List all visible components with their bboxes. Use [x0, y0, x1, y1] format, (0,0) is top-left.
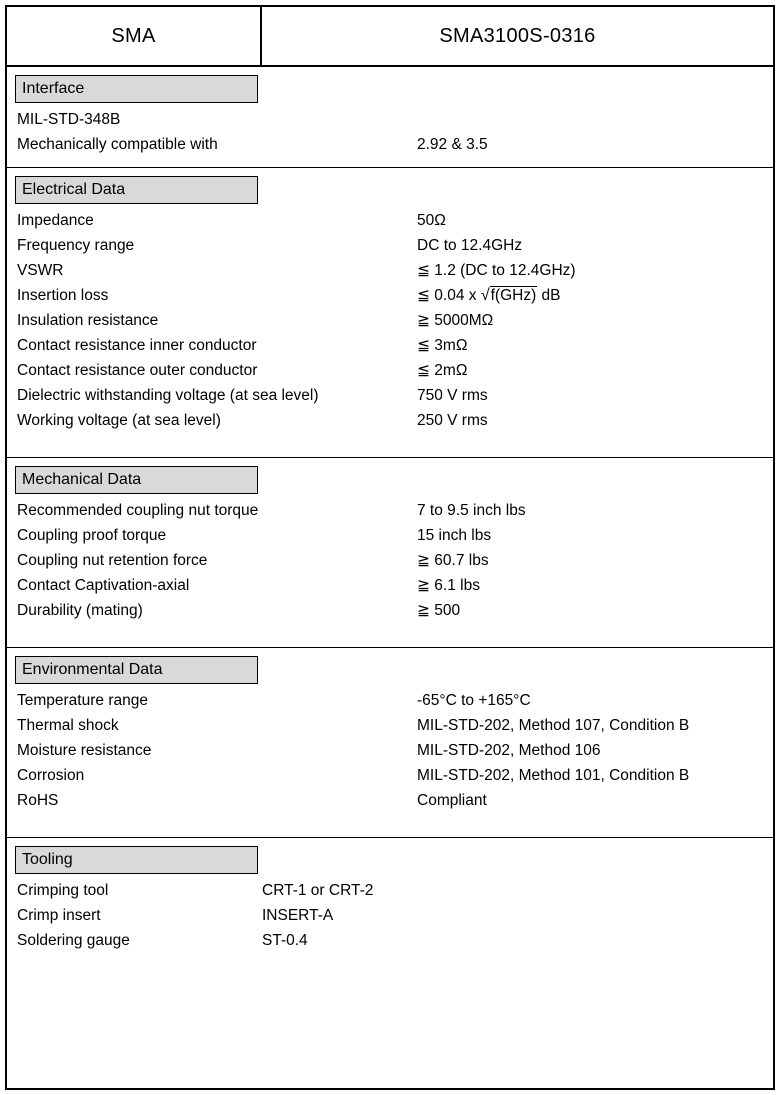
- row-value: MIL-STD-202, Method 106: [417, 742, 601, 759]
- section-spacer: [7, 433, 773, 447]
- row-value: DC to 12.4GHz: [417, 237, 523, 254]
- table-row: [7, 788, 773, 813]
- section-title-interface: Interface: [15, 75, 258, 103]
- row-label: Frequency range: [17, 237, 135, 254]
- table-row: [7, 713, 773, 738]
- row-label: Coupling proof torque: [17, 527, 167, 544]
- row-value: ≦ 3mΩ: [417, 337, 468, 354]
- table-row: [7, 573, 773, 598]
- table-row: [7, 233, 773, 258]
- table-row: [7, 903, 773, 928]
- table-row: [7, 132, 773, 157]
- row-label: Coupling nut retention force: [17, 552, 208, 569]
- header-part-cell: [262, 7, 773, 65]
- row-value: ≧ 60.7 lbs: [417, 552, 489, 569]
- table-row: [7, 408, 773, 433]
- row-value: ≦ 1.2 (DC to 12.4GHz): [417, 262, 576, 279]
- row-label: Thermal shock: [17, 717, 119, 734]
- row-value: ≧ 500: [417, 602, 461, 619]
- table-row: [7, 208, 773, 233]
- table-row: [7, 333, 773, 358]
- table-row: [7, 358, 773, 383]
- table-row: [7, 498, 773, 523]
- sqrt-expression: [481, 286, 537, 305]
- row-label: Contact resistance outer conductor: [17, 362, 258, 379]
- section-title-tooling: Tooling: [15, 846, 258, 874]
- row-value: 750 V rms: [417, 387, 488, 404]
- table-row: [7, 308, 773, 333]
- table-row: [7, 598, 773, 623]
- table-row: [7, 928, 773, 953]
- row-label: Contact resistance inner conductor: [17, 337, 257, 354]
- row-value: 50Ω: [417, 212, 446, 229]
- row-value: ST-0.4: [262, 932, 308, 949]
- section-environmental-data: [7, 648, 773, 838]
- row-value: ≧ 5000MΩ: [417, 312, 494, 329]
- section-mechanical-data: [7, 458, 773, 648]
- row-label: VSWR: [17, 262, 64, 279]
- section-electrical-data: [7, 168, 773, 458]
- section-spacer: [7, 623, 773, 637]
- row-label: Moisture resistance: [17, 742, 152, 759]
- row-label: Working voltage (at sea level): [17, 412, 221, 429]
- table-row: [7, 107, 773, 132]
- table-row: [7, 548, 773, 573]
- section-title-mechanical-data: Mechanical Data: [15, 466, 258, 494]
- row-value: MIL-STD-202, Method 101, Condition B: [417, 767, 690, 784]
- table-row-insertion-loss: [7, 283, 773, 308]
- row-value: 15 inch lbs: [417, 527, 492, 544]
- row-label: RoHS: [17, 792, 59, 809]
- row-value: INSERT-A: [262, 907, 334, 924]
- row-value: 7 to 9.5 inch lbs: [417, 502, 526, 519]
- header-series-cell: [7, 7, 262, 65]
- row-value: Compliant: [417, 792, 487, 809]
- row-value: ≦ 2mΩ: [417, 362, 468, 379]
- insertion-loss-prefix: ≦ 0.04 x: [417, 287, 481, 304]
- row-label: Recommended coupling nut torque: [17, 502, 259, 519]
- row-label: MIL-STD-348B: [17, 111, 121, 128]
- row-label: Temperature range: [17, 692, 148, 709]
- table-row: [7, 523, 773, 548]
- row-value: [417, 286, 773, 305]
- table-row: [7, 383, 773, 408]
- part-number: SMA3100S-0316: [439, 24, 596, 47]
- row-label: Corrosion: [17, 767, 85, 784]
- row-value: -65°C to +165°C: [417, 692, 531, 709]
- row-value: CRT-1 or CRT-2: [262, 882, 374, 899]
- section-title-electrical-data: Electrical Data: [15, 176, 258, 204]
- section-spacer: [7, 813, 773, 827]
- row-value: 2.92 & 3.5: [417, 136, 488, 153]
- datasheet-header: [7, 7, 773, 67]
- row-label: Crimp insert: [17, 907, 101, 924]
- row-value: 250 V rms: [417, 412, 488, 429]
- radicand: f(GHz): [490, 287, 537, 304]
- series-name: SMA: [111, 24, 156, 47]
- datasheet-table: [5, 5, 775, 1090]
- row-label: Insulation resistance: [17, 312, 159, 329]
- row-label: Soldering gauge: [17, 932, 130, 949]
- row-label: Contact Captivation-axial: [17, 577, 190, 594]
- section-tooling: [7, 838, 773, 963]
- row-label: Crimping tool: [17, 882, 109, 899]
- table-row: [7, 738, 773, 763]
- radical-sign: √: [480, 287, 490, 304]
- row-value: MIL-STD-202, Method 107, Condition B: [417, 717, 690, 734]
- section-interface: [7, 67, 773, 168]
- row-label: Impedance: [17, 212, 94, 229]
- table-row: [7, 878, 773, 903]
- table-row: [7, 688, 773, 713]
- row-label: Durability (mating): [17, 602, 143, 619]
- row-value: ≧ 6.1 lbs: [417, 577, 480, 594]
- insertion-loss-suffix: dB: [537, 287, 561, 304]
- row-label: Insertion loss: [17, 287, 109, 304]
- table-row: [7, 258, 773, 283]
- row-label: Dielectric withstanding voltage (at sea level): [17, 387, 319, 404]
- table-row: [7, 763, 773, 788]
- section-title-environmental-data: Environmental Data: [15, 656, 258, 684]
- row-label: Mechanically compatible with: [17, 136, 218, 153]
